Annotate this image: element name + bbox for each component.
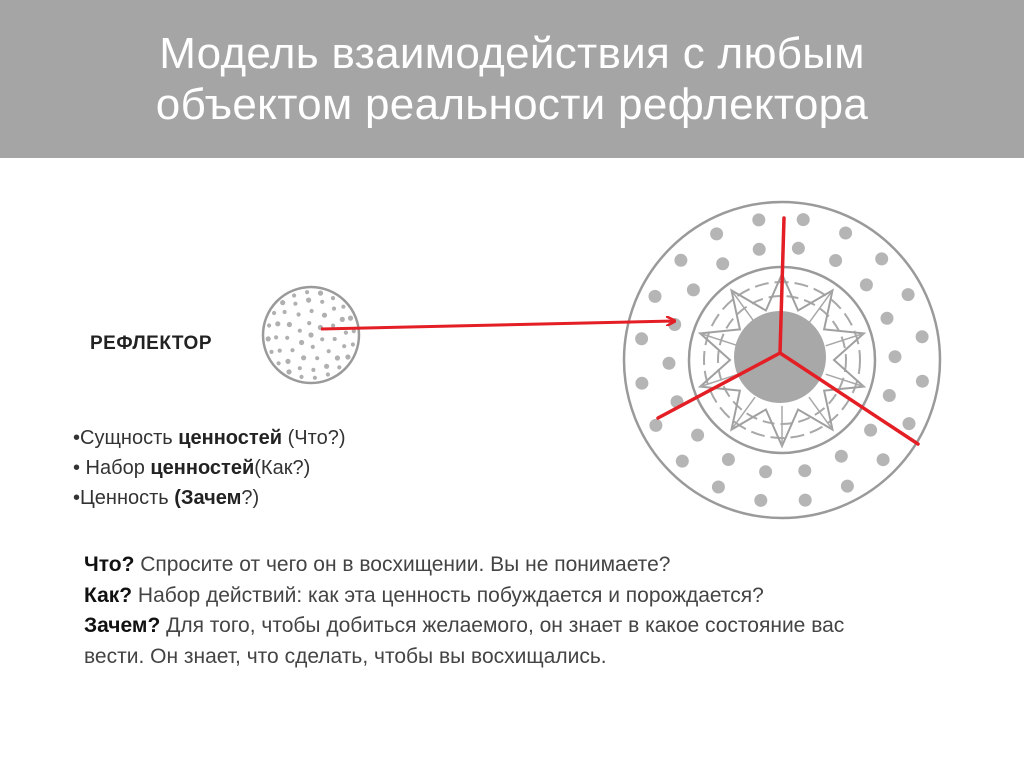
explanation-why: Зачем? Для того, чтобы добиться желаемого, он знает в какое состояние вас вести. Он знает, что сделать, чтобы вы восхищались. xyxy=(84,614,845,668)
reflector-dot xyxy=(320,337,324,341)
reflector-dot xyxy=(320,300,324,304)
reflector-dot xyxy=(280,300,285,305)
interaction-arrow xyxy=(321,321,674,329)
reflector-dot xyxy=(331,324,335,328)
object-dot xyxy=(798,464,811,477)
reflector-dot xyxy=(277,361,281,365)
reflector-dot xyxy=(286,369,291,374)
object-dot xyxy=(712,481,725,494)
reality-object xyxy=(624,202,940,518)
reflector-dot xyxy=(333,337,337,341)
reflector-dot xyxy=(293,302,297,306)
reflector-dot xyxy=(306,298,311,303)
value-list xyxy=(73,423,345,513)
object-dot xyxy=(752,213,765,226)
reflector-dot xyxy=(342,344,346,348)
reflector-dot xyxy=(315,356,319,360)
object-dot xyxy=(877,453,890,466)
reflector-circle xyxy=(263,287,359,383)
object-dot xyxy=(889,350,902,363)
reflector-dot xyxy=(290,348,294,352)
reflector-dot xyxy=(299,340,304,345)
reflector-dot xyxy=(307,321,311,325)
object-dot xyxy=(722,453,735,466)
title-line-2: объектом реальности рефлектора xyxy=(155,80,869,129)
reflector-label: РЕФЛЕКТОР xyxy=(90,333,212,354)
object-dot xyxy=(797,213,810,226)
reflector-dot xyxy=(348,316,353,321)
object-dot xyxy=(883,389,896,402)
reflector-dot xyxy=(269,350,273,354)
reflector-dot xyxy=(337,365,341,369)
reflector-dot xyxy=(311,368,315,372)
reflector-dot xyxy=(274,335,278,339)
object-dot xyxy=(792,242,805,255)
object-dot xyxy=(754,494,767,507)
object-dot xyxy=(649,419,662,432)
object-dot xyxy=(674,254,687,267)
reflector-dot xyxy=(311,345,315,349)
reflector-dot xyxy=(285,336,289,340)
object-dot xyxy=(710,227,723,240)
object-dot xyxy=(635,377,648,390)
value-item-purpose: •Ценность (Зачем?) xyxy=(73,487,260,509)
object-dot xyxy=(687,283,700,296)
object-dot xyxy=(676,455,689,468)
object-dot xyxy=(716,257,729,270)
reflector-dot xyxy=(322,313,327,318)
reflector-dot xyxy=(313,376,317,380)
object-dot xyxy=(916,330,929,343)
reflector-dot xyxy=(267,323,271,327)
object-dot xyxy=(839,227,852,240)
reflector-dot xyxy=(275,321,280,326)
value-item-set: • Набор ценностей(Как?) xyxy=(73,457,311,479)
reflector-dot xyxy=(278,349,282,353)
object-dot xyxy=(649,290,662,303)
reflector-dot xyxy=(298,366,302,370)
reflector-dot xyxy=(305,290,309,294)
reflector-dot xyxy=(297,312,301,316)
object-dot xyxy=(881,312,894,325)
reflector-dot xyxy=(283,310,287,314)
reflector-dot xyxy=(324,364,329,369)
object-dot xyxy=(753,243,766,256)
reflector-dot xyxy=(351,342,355,346)
reflector-dot xyxy=(301,355,306,360)
object-dot xyxy=(835,450,848,463)
reflector-dot xyxy=(344,331,348,335)
reflector-dot xyxy=(326,372,330,376)
reflector-dot xyxy=(272,311,276,315)
object-dot xyxy=(841,480,854,493)
reflector-dot xyxy=(331,296,335,300)
reflector-dot xyxy=(341,305,345,309)
object-dot xyxy=(864,424,877,437)
value-item-essence: •Сущность ценностей (Что?) xyxy=(73,427,346,449)
object-dot xyxy=(691,429,704,442)
reflector-dot xyxy=(340,317,345,322)
reflector-dot xyxy=(266,336,271,341)
reflector-dot xyxy=(335,355,340,360)
reflector-dot xyxy=(345,354,350,359)
reflector-dot xyxy=(318,291,323,296)
object-dot xyxy=(875,252,888,265)
reflector-dot xyxy=(285,359,290,364)
explanation-what: Что? Спросите от чего он в восхищении. Вы не понимаете? xyxy=(84,553,671,576)
explanation-block xyxy=(84,550,904,672)
reflector-dot xyxy=(308,332,313,337)
object-dot xyxy=(635,332,648,345)
explanation-how: Как? Набор действий: как эта ценность побуждается и порождается? xyxy=(84,583,764,607)
reflector-dot xyxy=(287,322,292,327)
object-dot xyxy=(663,357,676,370)
reflector-dot xyxy=(310,309,314,313)
reflector-dot xyxy=(332,307,336,311)
object-dot xyxy=(759,465,772,478)
title-line-1: Модель взаимодействия с любым xyxy=(159,29,865,78)
reflector-dot xyxy=(299,375,303,379)
reflector-dot xyxy=(292,293,296,297)
reflector-dot xyxy=(298,329,302,333)
reflector-dot xyxy=(327,349,331,353)
object-dot xyxy=(829,254,842,267)
object-dot xyxy=(902,288,915,301)
object-dot xyxy=(916,375,929,388)
object-dot xyxy=(860,278,873,291)
object-dot xyxy=(799,494,812,507)
object-dot xyxy=(903,417,916,430)
